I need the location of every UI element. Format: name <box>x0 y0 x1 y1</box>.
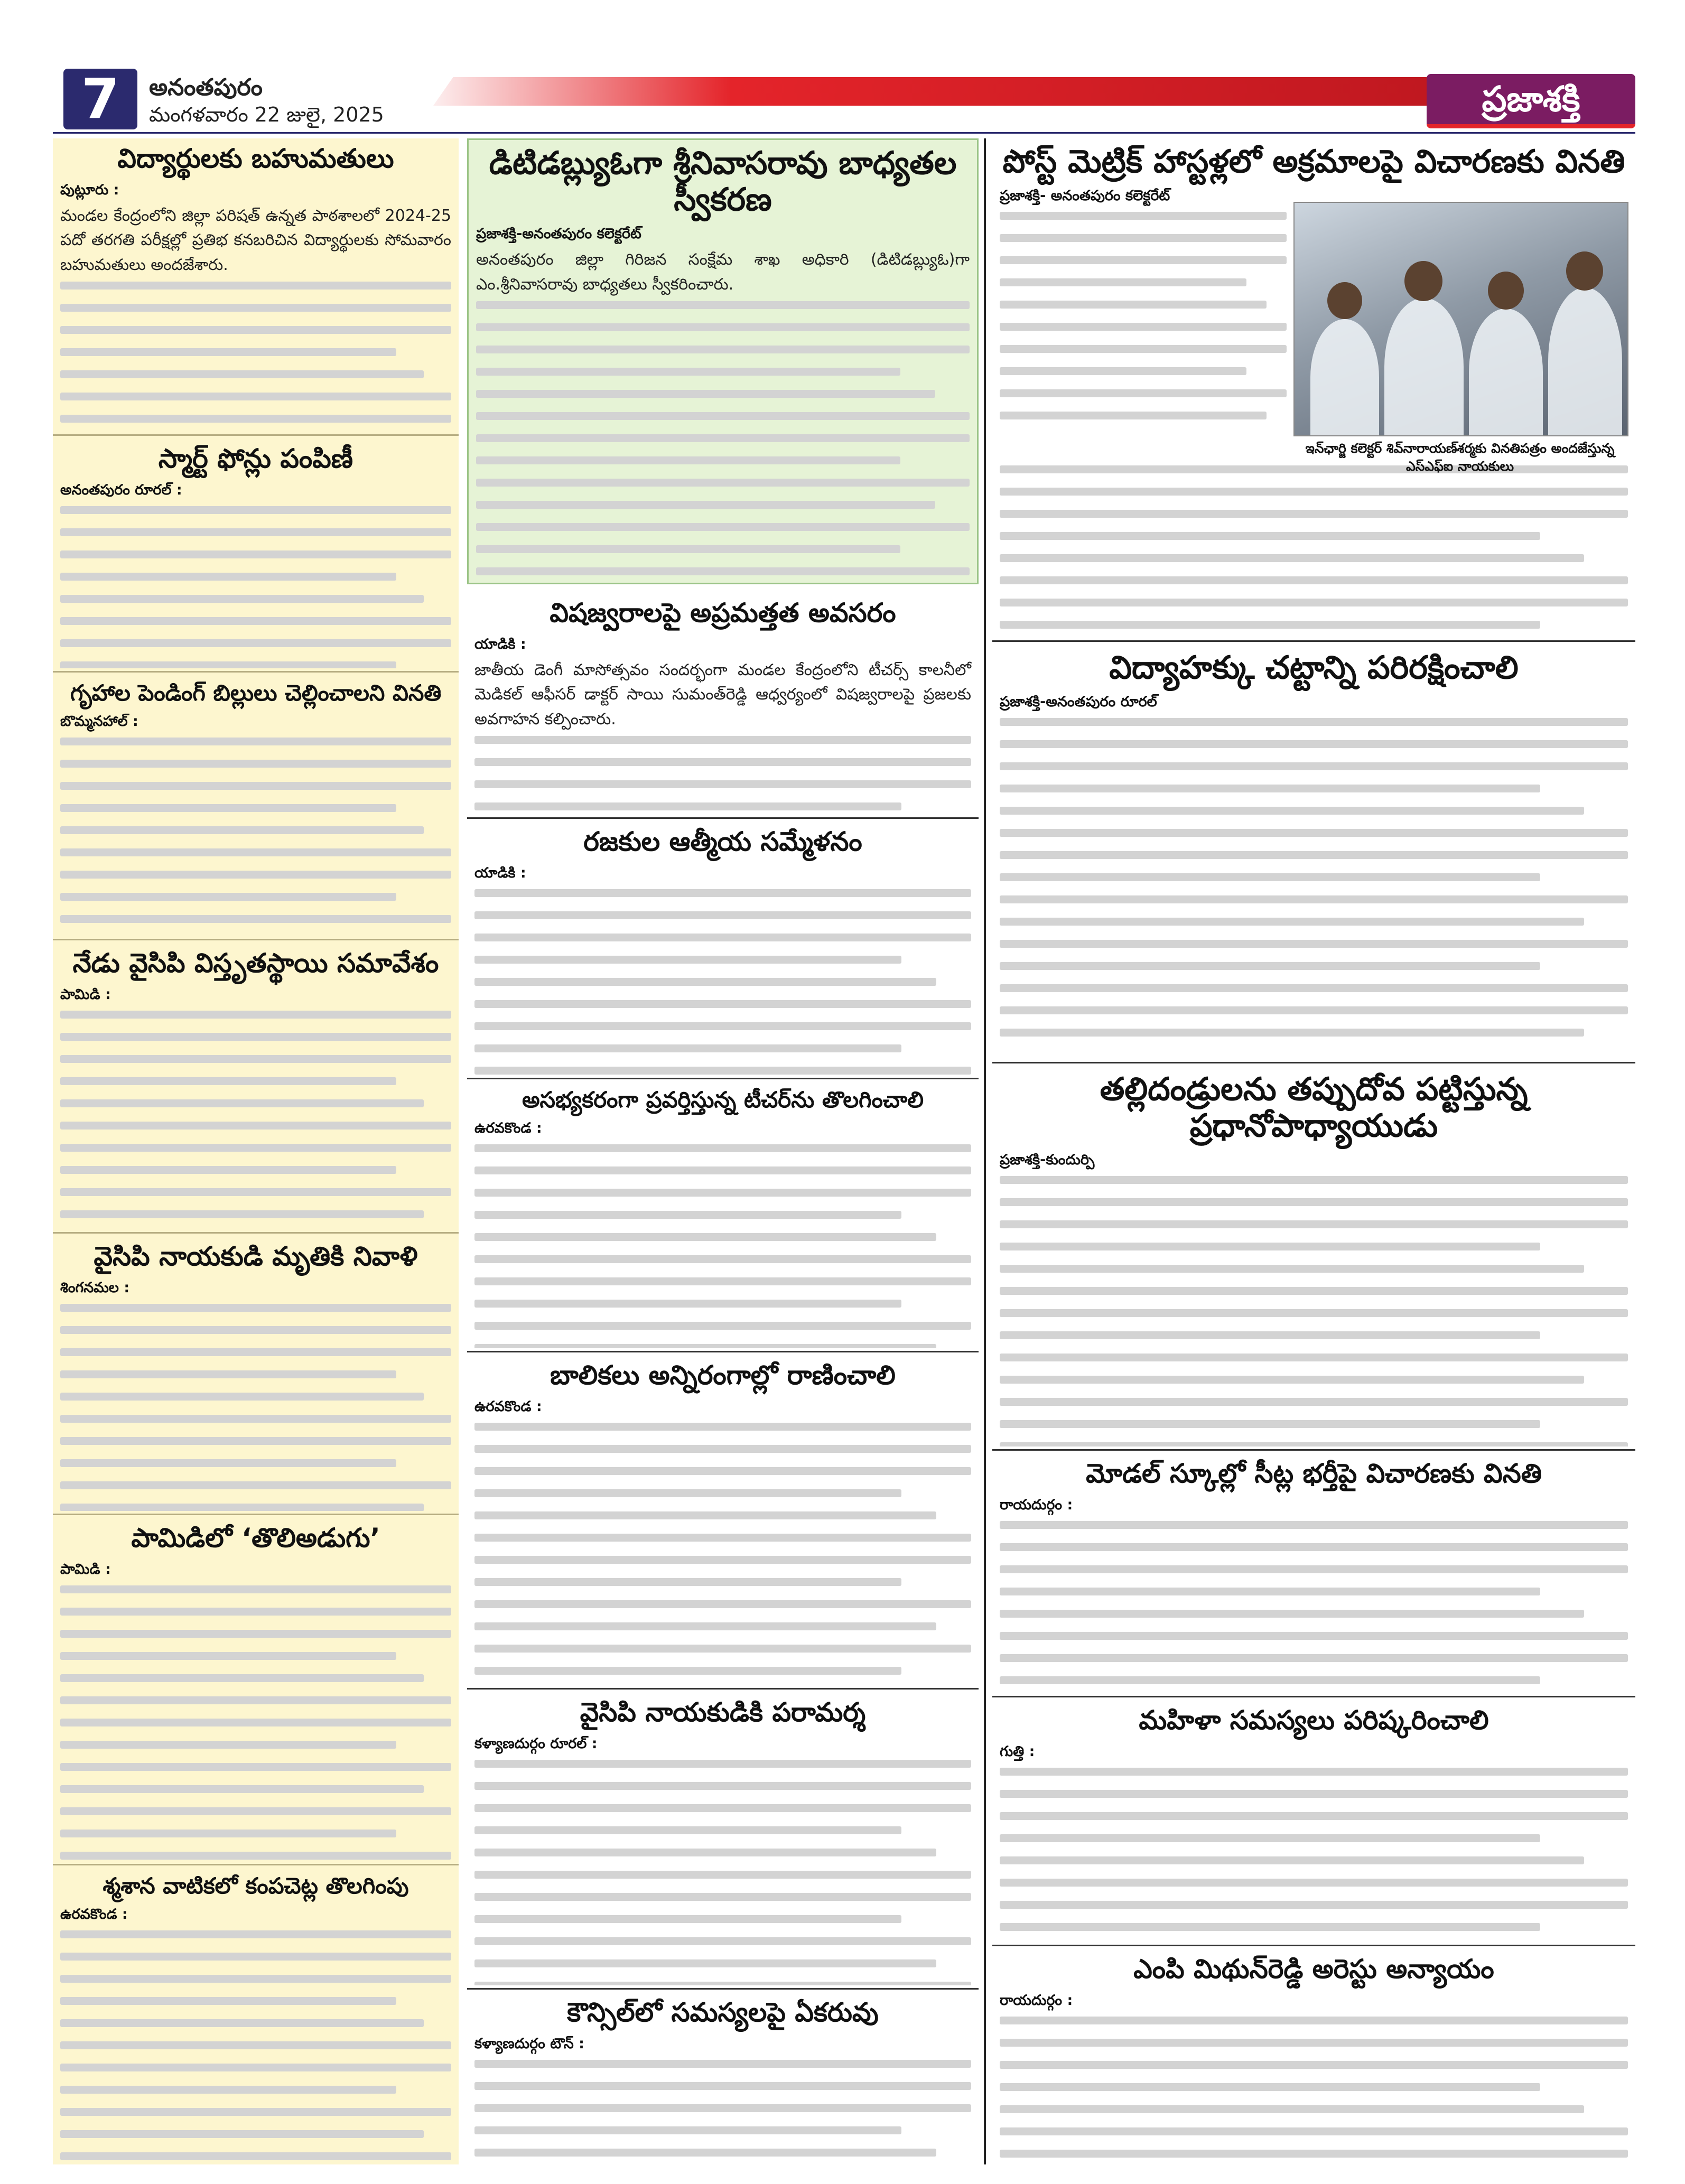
column-right <box>992 138 1635 2164</box>
story-dtwo-charge <box>467 138 979 584</box>
story-headline: విషజ్వరాలపై అప్రమత్తత అవసరం <box>550 598 896 628</box>
story-women-issues <box>992 1700 1635 1942</box>
story-divider <box>467 1988 979 1990</box>
story-divider <box>992 1449 1635 1451</box>
story-headline: వైసిపి నాయకుడికి పరామర్శ <box>580 1697 866 1728</box>
story-lead: అనంతపురం జిల్లా గిరిజన సంక్షేమ శాఖ అధికారి (డిటిడబ్ల్యుఓ)గా ఎం.శ్రీనివాసరావు బాధ్యతలు స్వీకరించారు. <box>476 250 970 294</box>
story-students-prizes <box>53 138 459 432</box>
story-dateline: యాడికి : <box>474 864 526 881</box>
story-dateline: అనంతపురం రూరల్ : <box>60 481 182 498</box>
story-headline: శ్మశాన వాటికలో కంపచెట్ల తొలగింపు <box>103 1873 409 1899</box>
story-divider <box>53 1232 459 1234</box>
story-ycp-meeting <box>53 943 459 1229</box>
story-body <box>60 738 451 936</box>
story-lead: మండల కేంద్రంలోని జిల్లా పరిషత్ ఉన్నత పాఠశాలలో 2024-25 పదో తరగతి పరీక్షల్లో ప్రతిభ కనబరిచిన విద్యార్థులకు సోమవారం బహుమతులు అందజేశారు. <box>60 206 451 274</box>
story-dateline: ఉరవకొండ : <box>60 1906 128 1923</box>
story-body <box>1000 1768 1628 1943</box>
story-rajaka-meet <box>467 822 979 1075</box>
story-teacher-removal <box>467 1082 979 1348</box>
story-body <box>474 2060 971 2165</box>
story-tholi-adugu <box>53 1518 459 1861</box>
story-dateline: రాయదుర్గం : <box>1000 1992 1073 2009</box>
story-body <box>1000 212 1287 434</box>
story-headline: డిటిడబ్ల్యుఓగా శ్రీనివాసరావు బాధ్యతల స్వీకరణ <box>489 145 957 218</box>
story-headline: తల్లిదండ్రులను తప్పుదోవ పట్టిస్తున్న ప్రధానోపాధ్యాయుడు <box>1100 1071 1528 1144</box>
story-body <box>474 736 971 815</box>
story-headline: పామిడిలో ‘తొలిఅడుగు’ <box>131 1523 380 1553</box>
story-body <box>474 889 971 1076</box>
story-headline: స్మార్ట్ ఫోన్లు పంపిణీ <box>158 443 353 474</box>
story-divider <box>53 939 459 940</box>
story-smartphones <box>53 438 459 668</box>
masthead <box>0 0 1685 135</box>
story-headline: విద్యాహక్కు చట్టాన్ని పరిరక్షించాలి <box>1109 649 1519 686</box>
story-body <box>1000 1176 1628 1446</box>
story-divider <box>467 1078 979 1079</box>
story-body <box>60 1011 451 1230</box>
story-divider <box>53 671 459 673</box>
story-body <box>1000 2017 1628 2165</box>
story-body <box>60 1930 451 2161</box>
story-lead: జాతీయ డెంగీ మాసోత్సవం సందర్భంగా మండల కేంద్రంలోని టీచర్స్ కాలనీలో మెడికల్ ఆఫీసర్ డాక్టర్ సాయి సుమంత్‌రెడ్డి ఆధ్వర్యంలో విషజ్వరాలపై ప్రజలకు అవగాహన కల్పించారు. <box>474 660 971 729</box>
story-dateline: రాయదుర్గం : <box>1000 1496 1073 1513</box>
story-dateline: పామిడి : <box>60 986 111 1003</box>
story-dateline: ఉరవకొండ : <box>474 1398 542 1415</box>
story-body <box>60 282 451 432</box>
column-separator <box>984 138 986 2164</box>
column-left <box>53 138 459 2164</box>
story-headline: మహిళా సమస్యలు పరిష్కరించాలి <box>1139 1705 1489 1735</box>
story-dateline: ప్రజాశక్తి-అనంతపురం రూరల్ <box>1000 694 1157 710</box>
story-hostel-probe <box>992 138 1635 638</box>
story-body <box>60 1304 451 1511</box>
story-divider <box>53 434 459 436</box>
story-dateline: యాడికి : <box>474 636 526 652</box>
story-headline: గృహాల పెండింగ్ బిల్లులు చెల్లించాలని వినతి <box>70 680 442 706</box>
story-divider <box>467 1351 979 1352</box>
story-headline: ఎంపి మిథున్‌రెడ్డి అరెస్టు అన్యాయం <box>1133 1954 1494 1984</box>
story-divider <box>53 1514 459 1515</box>
story-headline: అసభ్యకరంగా ప్రవర్తిస్తున్న టీచర్‌ను తొలగించాలి <box>522 1087 924 1113</box>
story-right-to-education <box>992 645 1635 1059</box>
story-body <box>1000 1521 1628 1694</box>
story-body-lower <box>1000 465 1628 638</box>
story-body <box>1000 718 1628 1059</box>
masthead-rule <box>53 132 1635 134</box>
newspaper-logo: ప్రజాశక్తి <box>1427 74 1635 128</box>
story-dateline: గుత్తి : <box>1000 1743 1035 1760</box>
story-council-issues <box>467 1992 979 2164</box>
story-headline: విద్యార్థులకు బహుమతులు <box>117 143 394 174</box>
story-ycp-tribute <box>53 1236 459 1511</box>
story-divider <box>53 1864 459 1865</box>
masthead-red-band <box>433 77 1427 106</box>
story-divider <box>992 1062 1635 1063</box>
story-dateline: బొమ్మనహాల్ : <box>60 713 138 730</box>
story-headline: వైసిపి నాయకుడి మృతికి నివాళి <box>94 1241 418 1272</box>
story-housing-bills <box>53 675 459 936</box>
story-body <box>474 1760 971 1986</box>
story-body <box>474 1144 971 1348</box>
story-dateline: పామిడి : <box>60 1561 111 1578</box>
story-body <box>474 1423 971 1686</box>
story-body <box>476 301 970 584</box>
page-number: 7 <box>63 69 137 129</box>
story-model-school-seats <box>992 1453 1635 1693</box>
story-dateline: ఉరవకొండ : <box>474 1120 542 1137</box>
edition-name: అనంతపురం <box>149 74 263 101</box>
story-dateline: పుట్లూరు : <box>60 181 119 198</box>
story-mp-arrest <box>992 1949 1635 2164</box>
story-dateline: శింగనమల : <box>60 1279 130 1296</box>
column-middle <box>467 138 979 2164</box>
story-headline: కౌన్సిల్‌లో సమస్యలపై ఏకరువు <box>567 1997 879 2028</box>
story-divider <box>467 1688 979 1690</box>
story-headmaster-misleading <box>992 1066 1635 1446</box>
story-body <box>60 506 451 669</box>
story-headline: నేడు వైసిపి విస్తృతస్థాయి సమావేశం <box>72 948 439 978</box>
story-fever-alert <box>467 593 979 815</box>
story-dateline: ప్రజాశక్తి- అనంతపురం కలెక్టరేట్ <box>1000 188 1170 204</box>
story-girls-excel <box>467 1355 979 1685</box>
story-ycp-visit <box>467 1692 979 1985</box>
story-divider <box>992 1696 1635 1697</box>
story-headline: పోస్ట్ మెట్రిక్ హాస్టళ్లలో అక్రమాలపై విచారణకు వినతి <box>1002 143 1625 180</box>
story-dateline: కళ్యాణదుర్గం రూరల్ : <box>474 1735 598 1752</box>
story-dateline: ప్రజాశక్తి-కుందుర్పి <box>1000 1152 1095 1168</box>
news-photo <box>1293 202 1628 436</box>
story-headline: రజకుల ఆత్మీయ సమ్మేళనం <box>583 826 862 857</box>
story-body <box>60 1585 451 1862</box>
story-dateline: ప్రజాశక్తి-అనంతపురం కలెక్టరేట్ <box>476 226 641 242</box>
story-divider <box>992 1945 1635 1946</box>
story-divider <box>467 817 979 819</box>
story-divider <box>992 640 1635 642</box>
story-headline: బాలికలు అన్నిరంగాల్లో రాణించాలి <box>550 1360 896 1390</box>
story-headline: మోడల్ స్కూల్లో సీట్ల భర్తీపై విచారణకు వినతి <box>1086 1458 1542 1489</box>
photo-caption: ఇన్‌ఛార్జి కలెక్టర్ శివ్‌నారాయణ్‌శర్మకు వినతిపత్రం అందజేస్తున్న ఎస్‌ఎఫ్‌ఐ నాయకులు <box>1305 441 1615 474</box>
story-crematorium <box>53 1868 459 2161</box>
story-dateline: కళ్యాణదుర్గం టౌన్ : <box>474 2035 584 2052</box>
issue-date: మంగళవారం 22 జులై, 2025 <box>149 103 384 126</box>
